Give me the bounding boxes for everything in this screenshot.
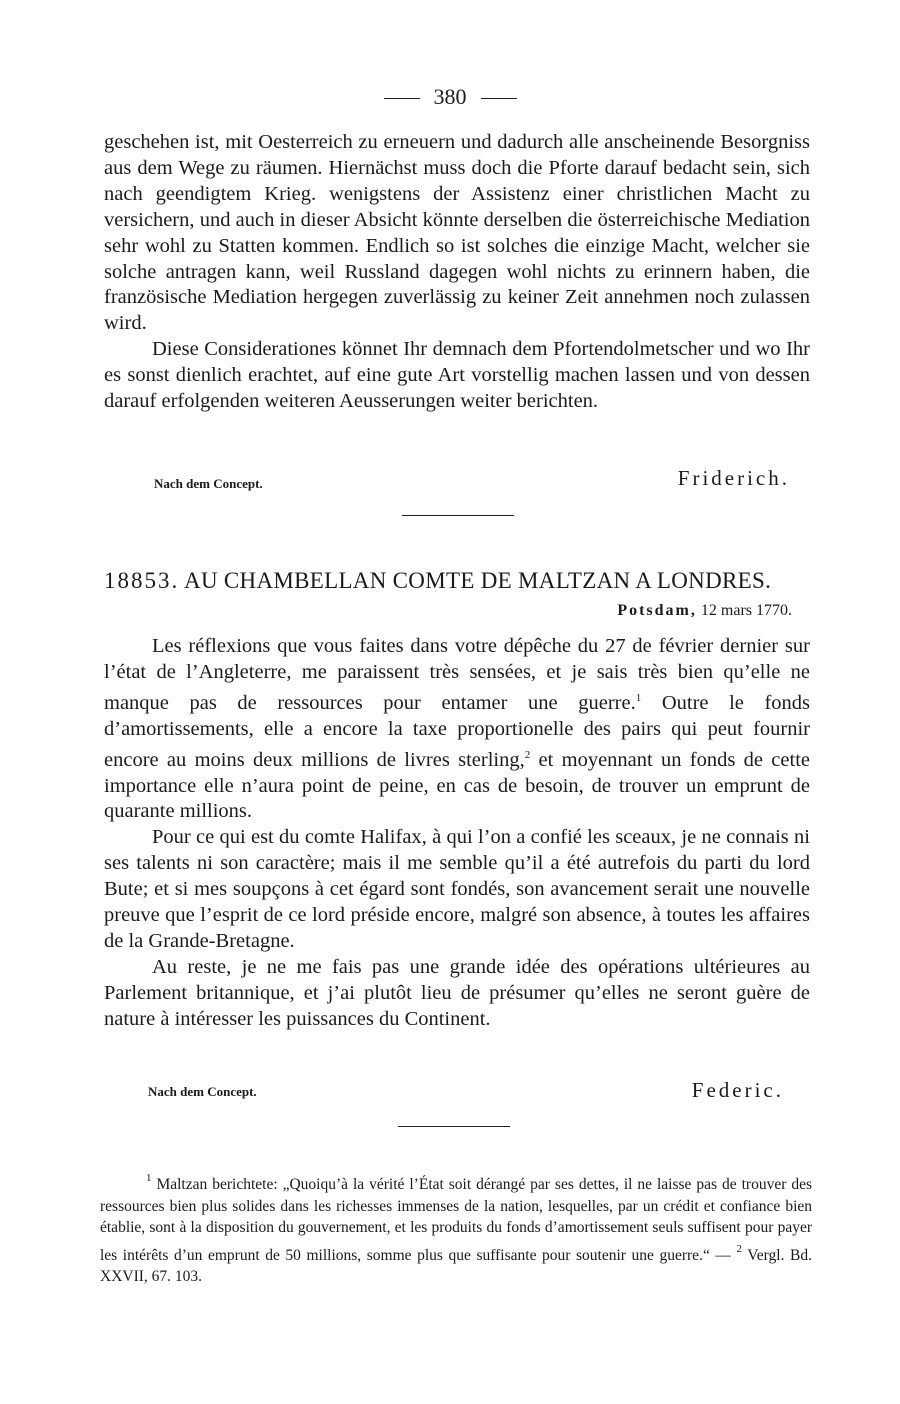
letter-paragraph-3: Au reste, je ne me fais pas une grande idée des opérations ultérieures au Parlement britannique, et j’ai plutôt lieu de présumer qu’elles ne seront guère de nature à intéresser les puissances du Continent. xyxy=(104,955,810,1030)
letter-place: Potsdam, xyxy=(617,602,697,619)
german-paragraph-2: Diese Considerationes könnet Ihr demnach dem Pfortendolmetscher und wo Ihr es sonst dienlich erachtet, auf eine gute Art vorstellig machen lassen und von dessen darauf erfolgenden weiteren Aeusserungen weiter berichten. xyxy=(104,338,810,413)
letter-heading xyxy=(104,568,816,594)
footnote-1 xyxy=(100,1168,812,1288)
letter-dateline xyxy=(617,602,792,620)
footnotes xyxy=(100,1168,812,1288)
letter-number: 18853. xyxy=(104,568,180,593)
footnote-1-mark: 1 xyxy=(146,1172,152,1184)
letter-body xyxy=(104,634,810,1033)
letter-title: AU CHAMBELLAN COMTE DE MALTZAN A LONDRES. xyxy=(184,568,772,593)
page-number-text: 380 xyxy=(433,84,467,109)
folio-dash-left xyxy=(384,98,420,99)
letter-paragraph-1 xyxy=(104,634,810,825)
letter-paragraph-1-part-c: et moyennant un fonds de cette importance elle n’aura point de peine, en cas de besoin, de trouver un emprunt de quarante millions. xyxy=(104,748,810,823)
letter-date: 12 mars 1770. xyxy=(700,602,792,619)
page-number xyxy=(0,84,900,110)
footnote-1-text: Maltzan berichtete: „Quoiqu’à la vérité l’État soit dérangé par ses dettes, il ne laisse pas de trouver des ressources bien plus solides dans les richesses immenses de la nation, lesquelles, par un crédit et confiance bien établie, sont à la disposition du gouvernement, et les produits du fonds d’amortissement seuls suffisent pour payer les intérêts d’un emprunt de 50 millions, somme plus que suffisante pour soutenir une guerre.“ xyxy=(100,1176,813,1264)
footnote-2-mark: 2 xyxy=(736,1242,742,1255)
letter-paragraph-1-part-b: Outre le fonds d’amortissements, elle a encore la taxe proportionelle des pairs qui peut fournir encore au moins deux millions de livres sterling, xyxy=(104,691,811,771)
letter-paragraph-2: Pour ce qui est du comte Halifax, à qui l’on a confié les sceaux, je ne connais ni ses talents ni son caractère; mais il me semble qu’il a été autrefois du parti du lord Bute; et si mes soupçons à cet égard sont fondés, son avancement serait une nouvelle preuve que l’esprit de ce lord préside encore, malgré son absence, à toutes les affaires de la Grande-Bretagne. xyxy=(104,826,810,952)
footnote-separator: — xyxy=(715,1246,731,1264)
german-source-note: Nach dem Concept. xyxy=(154,476,263,491)
footnote-ref-2: 2 xyxy=(524,748,531,761)
footnote-2-text: Vergl. Bd. XXVII, 67. 103. xyxy=(100,1246,812,1285)
letter-source-note: Nach dem Concept. xyxy=(148,1084,257,1099)
german-continuation xyxy=(104,130,810,415)
folio-dash-right xyxy=(481,98,517,99)
letter-signature: Federic. xyxy=(691,1078,784,1102)
letter-paragraph-1-part-a: Les réflexions que vous faites dans votre dépêche du 27 de février dernier sur l’état de l’Angleterre, me paraissent très sensées, et je sais très bien qu’elle ne manque pas de ressources pour entamer une guerre. xyxy=(104,635,810,714)
footnote-ref-1: 1 xyxy=(635,691,642,704)
german-paragraph-1: geschehen ist, mit Oesterreich zu erneuern und dadurch alle anscheinende Besorgniss aus dem Wege zu räumen. Hiernächst muss doch die Pforte darauf bedacht sein, sich nach geendigtem Krieg. wenigstens der Assistenz einer christlichen Macht zu versichern, und auch in dieser Absicht könnte derselben die österreichische Mediation sehr wohl zu Statten kommen. Endlich so ist solches die einzige Macht, welcher sie solche antragen kann, weil Russland dagegen wohl nichts zu erinnern haben, die französische Mediation hergegen zuverlässig zu keiner Zeit annehmen noch zulassen wird. xyxy=(104,131,810,335)
section-divider-2 xyxy=(398,1126,510,1127)
section-divider-1 xyxy=(402,515,514,516)
german-signature: Friderich. xyxy=(677,466,790,490)
